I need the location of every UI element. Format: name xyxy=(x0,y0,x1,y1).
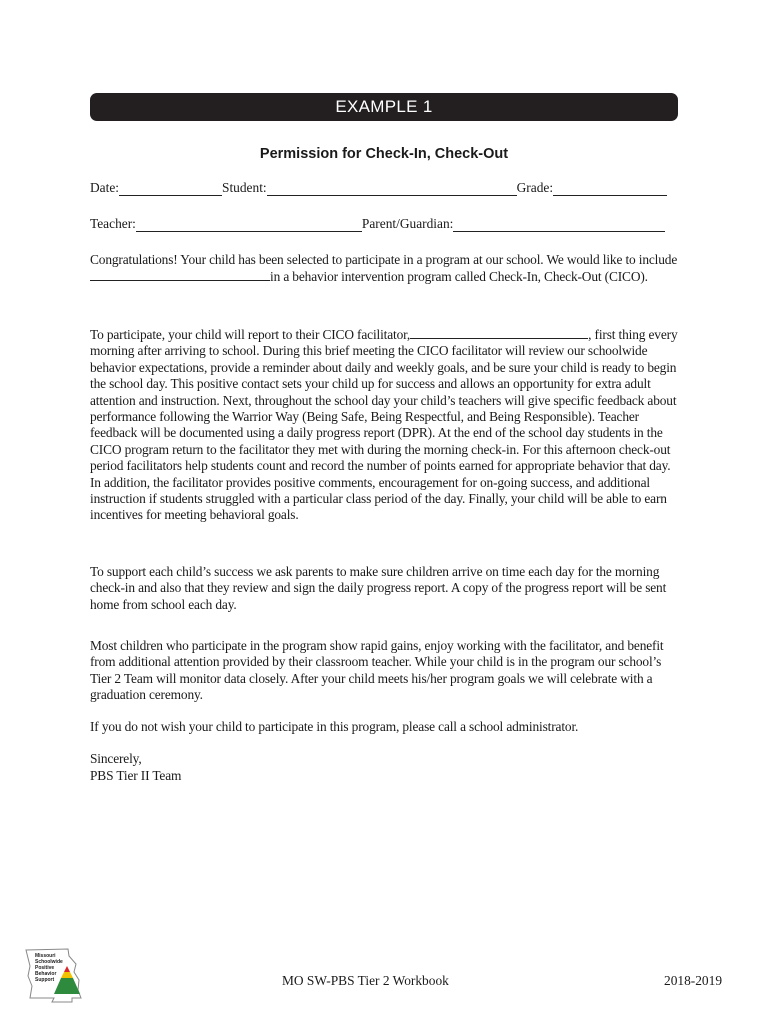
participation-text-end: , first thing every morning after arriving to school. During this brief meeting the CICO facilitator will review our schoolwide behavior expectations, provide a reminder about daily and weekly goals, and be sure your child is ready to begin the school day. This positive contact sets your child up for success and allows an opportunity for extra adult attention and instruction. Next, throughout the school day your child’s teachers will give specific feedback about performance following the Warrior Way (Being Safe, Being Respectful, and Being Responsible). Teacher feedback will be documented using a daily progress report (DPR). At the end of the school day students in the CICO program return to the facilitator they met with during the morning check-in. For this afternoon check-out period facilitators help students count and record the number of points earned for appropriate behavior that day. In addition, the facilitator provides positive comments, encouragement for on-going success, and additional instruction if students struggled with a particular class period of the day. Finally, your child will be able to earn incentives for meeting behavioral goals. xyxy=(90,327,678,523)
footer-workbook: MO SW-PBS Tier 2 Workbook xyxy=(282,973,449,988)
triangle-red-icon xyxy=(64,966,70,972)
facilitator-name-blank[interactable] xyxy=(410,326,588,339)
signature: PBS Tier II Team xyxy=(90,768,182,783)
grade-field[interactable] xyxy=(553,182,667,196)
child-name-blank[interactable] xyxy=(90,268,270,281)
logo-line-1: Missouri xyxy=(35,953,56,959)
paragraph-opt-out: If you do not wish your child to participate in this program, please call a school administrator. xyxy=(90,719,579,734)
parent-field[interactable] xyxy=(453,218,665,232)
logo-line-4: Behavior xyxy=(35,971,57,977)
intro-text-start: Congratulations! Your child has been selected to participate in a program at our school. We would like to include xyxy=(90,252,678,267)
form-title: Permission for Check-In, Check-Out xyxy=(259,146,509,162)
parent-label: Parent/Guardian: xyxy=(361,216,454,231)
example-banner: EXAMPLE 1 xyxy=(90,93,678,121)
triangle-green-icon xyxy=(54,978,80,994)
logo-line-5: Support xyxy=(35,977,55,983)
paragraph-support: To support each child’s success we ask parents to make sure children arrive on time each day for the morning check-in and also that they review and sign the daily progress report. A copy of the progress report will be sent home from school each day. xyxy=(90,564,667,612)
paragraph-intro xyxy=(90,252,680,286)
participation-text-start: To participate, your child will report to their CICO facilitator, xyxy=(90,327,411,342)
paragraph-participation xyxy=(90,326,680,524)
mo-swpbs-logo xyxy=(22,946,84,1004)
date-field[interactable] xyxy=(119,182,222,196)
student-label: Student: xyxy=(222,180,267,195)
date-label: Date: xyxy=(90,180,119,195)
logo-line-3: Positive xyxy=(35,965,55,971)
grade-label: Grade: xyxy=(516,180,554,195)
intro-text-end: in a behavior intervention program called Check-In, Check-Out (CICO). xyxy=(270,269,648,285)
closing: Sincerely, xyxy=(90,751,142,766)
teacher-parent-row xyxy=(90,216,672,232)
date-student-grade-row xyxy=(90,180,672,196)
teacher-field[interactable] xyxy=(136,218,362,232)
triangle-yellow-icon xyxy=(61,972,73,978)
student-field[interactable] xyxy=(267,182,517,196)
teacher-label: Teacher: xyxy=(90,216,136,231)
logo-line-2: Schoolwide xyxy=(35,959,63,965)
paragraph-outcomes: Most children who participate in the program show rapid gains, enjoy working with the facilitator, and benefit from additional attention provided by their classroom teacher. While your child is in the program our school’s Tier 2 Team will monitor data closely. After your child meets his/her program goals we will celebrate with a graduation ceremony. xyxy=(90,638,664,703)
footer-year: 2018-2019 xyxy=(664,973,723,988)
